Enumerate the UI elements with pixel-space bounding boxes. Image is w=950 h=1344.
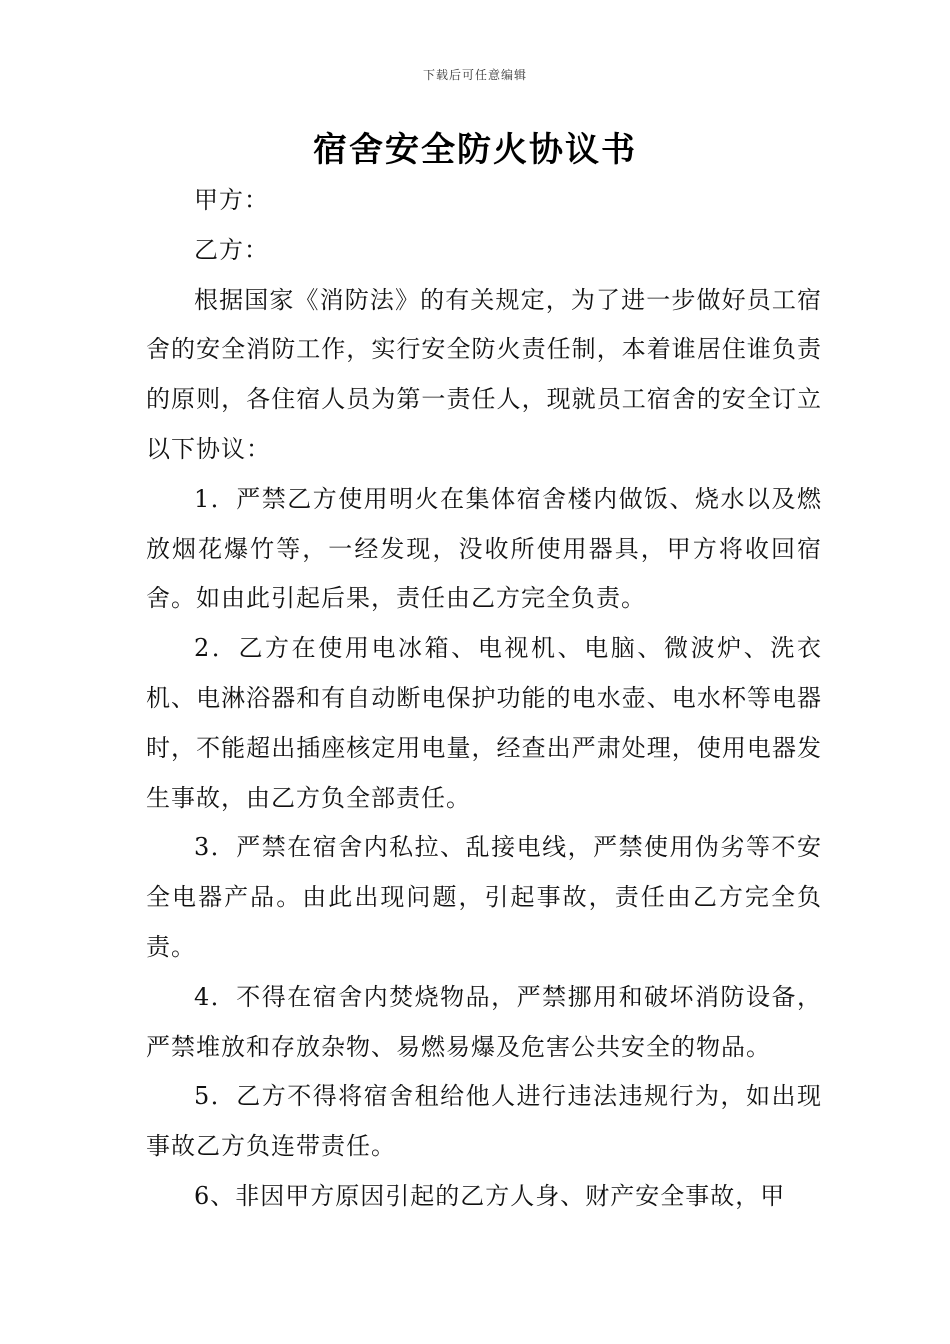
header-note: 下载后可任意编辑: [422, 68, 527, 82]
clause-5: 5．乙方不得将宿舍租给他人进行违法违规行为，如出现事故乙方负连带责任。: [146, 1082, 822, 1161]
clause-2: 2．乙方在使用电冰箱、电视机、电脑、微波炉、洗衣机、电淋浴器和有自动断电保护功能的电水壶、电水杯等电器时，不能超出插座核定用电量，经查出严肃处理，使用电器发生事故，由乙方负全部责任。: [146, 634, 822, 812]
intro-paragraph: 根据国家《消防法》的有关规定，为了进一步做好员工宿舍的安全消防工作，实行安全防火责任制，本着谁居住谁负责的原则，各住宿人员为第一责任人，现就员工宿舍的安全订立以下协议：: [146, 285, 822, 463]
party-b-line: 乙方：: [194, 235, 269, 264]
clause-3: 3．严禁在宿舍内私拉、乱接电线，严禁使用伪劣等不安全电器产品。由此出现问题，引起事故，责任由乙方完全负责。: [146, 833, 822, 961]
clause-6: 6、非因甲方原因引起的乙方人身、财产安全事故，甲: [194, 1181, 786, 1210]
clause-1: 1．严禁乙方使用明火在集体宿舍楼内做饭、烧水以及燃放烟花爆竹等，一经发现，没收所使用器具，甲方将收回宿舍。如由此引起后果，责任由乙方完全负责。: [146, 484, 822, 613]
document-body: [146, 176, 822, 1222]
document-title: 宿舍安全防火协议书: [313, 130, 637, 170]
party-a-line: 甲方：: [194, 186, 269, 214]
clause-4: 4．不得在宿舍内焚烧物品，严禁挪用和破坏消防设备，严禁堆放和存放杂物、易燃易爆及危害公共安全的物品。: [146, 982, 822, 1061]
